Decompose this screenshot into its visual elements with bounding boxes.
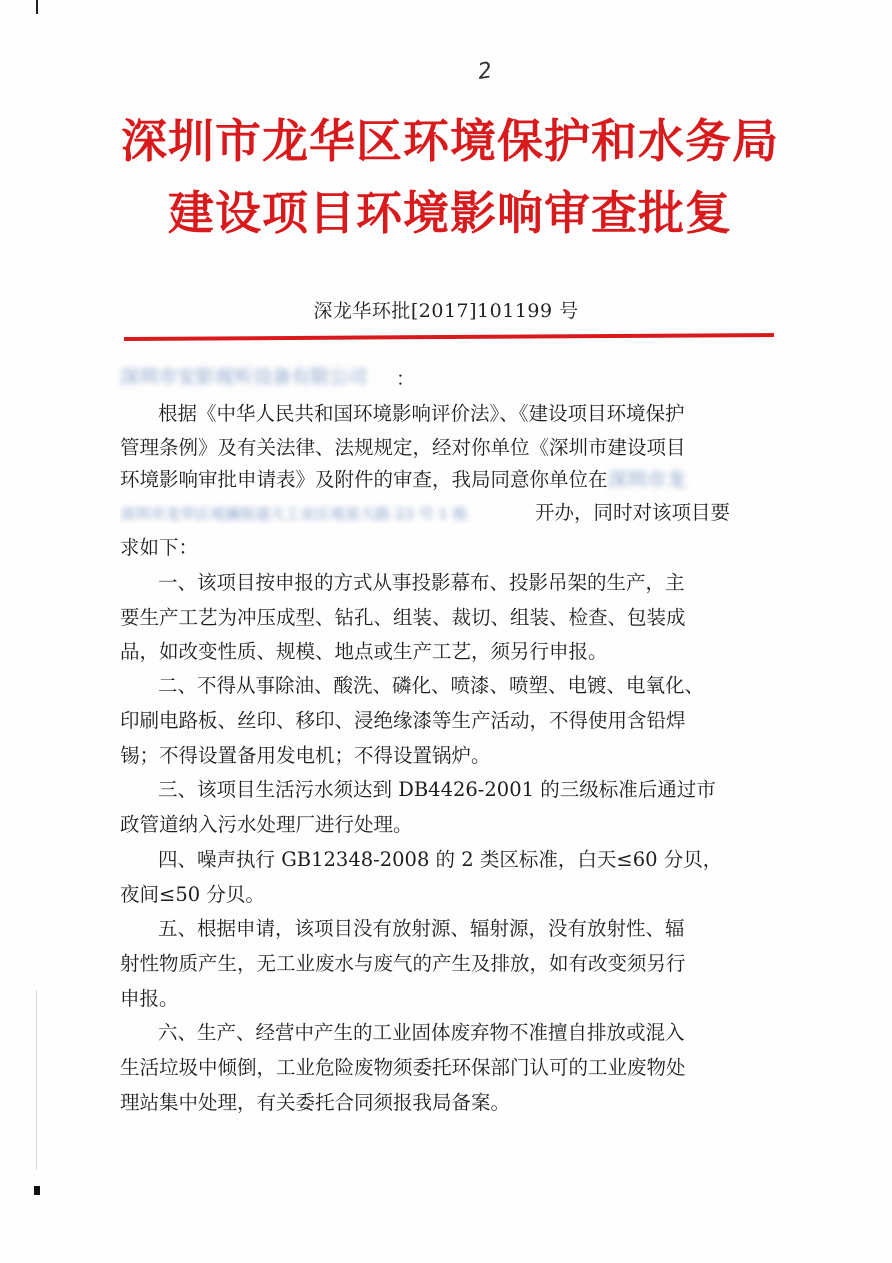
- paragraph-6-line-1: 五、根据申请，该项目没有放射源、辐射源，没有放射性、辐: [158, 917, 685, 940]
- paragraph-5-line-1: 四、噪声执行 GB12348-2008 的 2 类区标准，白天≤60 分贝，: [158, 848, 723, 871]
- address-redacted-part1: 深圳市龙: [607, 468, 686, 491]
- paragraph-4-line-1: 三、该项目生活污水须达到 DB4426-2001 的三级标准后通过市: [158, 778, 716, 801]
- document-title-line1: 深圳市龙华区环境保护和水务局: [121, 114, 779, 168]
- paragraph-2-line-1: 一、该项目按申报的方式从事投影幕布、投影吊架的生产，主: [158, 571, 685, 594]
- handwritten-page-number: 2: [476, 58, 494, 85]
- document-number: 深龙华环批[2017]101199 号: [313, 300, 579, 322]
- paragraph-2-line-2: 要生产工艺为冲压成型、钻孔、组装、裁切、组装、检查、包装成: [120, 606, 686, 629]
- recipient-colon: ：: [396, 368, 416, 390]
- recipient-name-redacted: 深圳市安影视听设备有限公司: [120, 366, 368, 388]
- scan-artifact-mark: [34, 1186, 40, 1195]
- paragraph-1-line-3-text: 环境影响审批申请表》及附件的审查，我局同意你单位在: [120, 468, 608, 491]
- paragraph-7-line-2: 生活垃圾中倾倒，工业危险废物须委托环保部门认可的工业废物处: [120, 1056, 686, 1079]
- paragraph-3-line-2: 印刷电路板、丝印、移印、浸绝缘漆等生产活动，不得使用含铅焊: [120, 709, 686, 732]
- paragraph-1-line-5: 求如下：: [120, 536, 199, 559]
- paragraph-1-line-2: 管理条例》及有关法律、法规规定，经对你单位《深圳市建设项目: [120, 436, 686, 459]
- paragraph-4-line-2: 政管道纳入污水处理厂进行处理。: [120, 813, 413, 836]
- document-title-line2: 建设项目环境影响审查批复: [168, 186, 732, 240]
- address-redacted-part2: 深圳市龙华区观澜街道大工业区观星大路 23 号 1 栋: [120, 505, 468, 523]
- paragraph-1-line-3: [120, 464, 770, 492]
- red-divider-line: [124, 333, 774, 341]
- paragraph-2-line-3: 品，如改变性质、规模、地点或生产工艺，须另行申报。: [120, 640, 608, 663]
- paragraph-3-line-3: 锡；不得设置备用发电机；不得设置锅炉。: [120, 744, 491, 767]
- paragraph-1-line-1: 根据《中华人民共和国环境影响评价法》、《建设项目环境保护: [158, 402, 685, 425]
- paragraph-6-line-2: 射性物质产生，无工业废水与废气的产生及排放，如有改变须另行: [120, 952, 686, 975]
- paragraph-1-line-4: [120, 497, 770, 525]
- paragraph-6-line-3: 申报。: [120, 987, 179, 1010]
- paragraph-3-line-1: 二、不得从事除油、酸洗、磷化、喷漆、喷塑、电镀、电氧化、: [158, 674, 705, 697]
- scan-artifact-line: [36, 990, 37, 1170]
- paragraph-7-line-3: 理站集中处理，有关委托合同须报我局备案。: [120, 1091, 511, 1114]
- paragraph-1-line-4-text: 开办，同时对该项目要: [535, 501, 731, 524]
- scan-artifact-corner: [36, 0, 38, 14]
- paragraph-5-line-2: 夜间≤50 分贝。: [120, 883, 265, 906]
- paragraph-7-line-1: 六、生产、经营中产生的工业固体废弃物不准擅自排放或混入: [158, 1021, 685, 1044]
